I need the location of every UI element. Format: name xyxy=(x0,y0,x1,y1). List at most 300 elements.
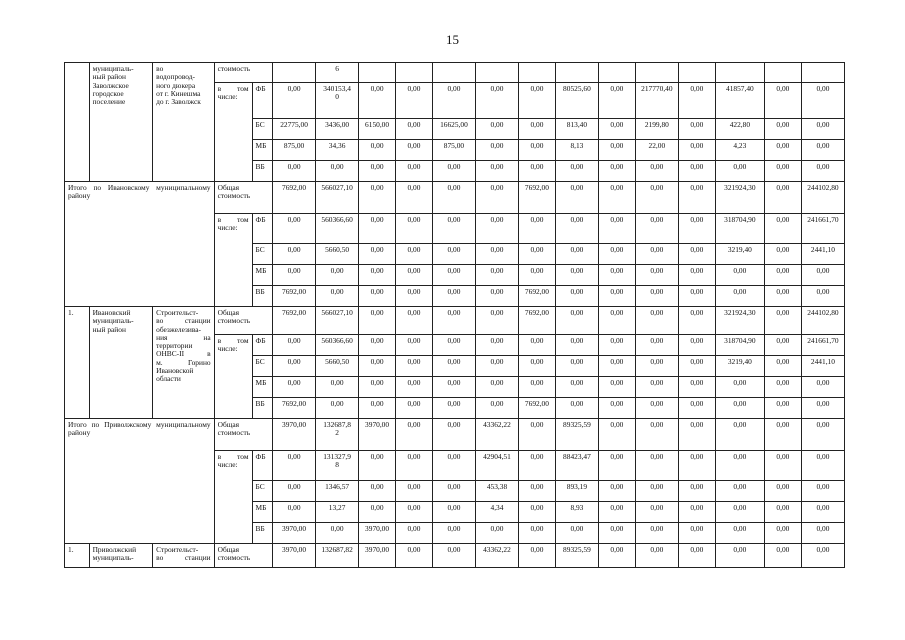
value-cell: 321924,30 xyxy=(715,307,764,335)
value-cell: 0,00 xyxy=(598,265,635,286)
value-cell: 0,00 xyxy=(764,244,801,265)
value-cell: 0,00 xyxy=(764,523,801,544)
value-cell: 0,00 xyxy=(396,307,433,335)
value-cell: 0,00 xyxy=(764,214,801,244)
value-cell: 0,00 xyxy=(316,398,359,419)
value-cell: 0,00 xyxy=(598,451,635,481)
value-cell: 0,00 xyxy=(555,182,598,214)
value-cell: 0,00 xyxy=(764,140,801,161)
value-cell: 0,00 xyxy=(519,544,556,568)
value-cell: 0,00 xyxy=(555,161,598,182)
value-cell: 0,00 xyxy=(432,451,475,481)
value-cell: 0,00 xyxy=(432,502,475,523)
value-cell: 0,00 xyxy=(316,161,359,182)
value-cell: 0,00 xyxy=(635,307,678,335)
value-cell: 0,00 xyxy=(519,244,556,265)
value-cell: 0,00 xyxy=(432,398,475,419)
total-title-cell: Итого по Приволжскому муниципальному району xyxy=(65,419,215,544)
value-cell xyxy=(396,63,433,83)
value-cell: 0,00 xyxy=(764,119,801,140)
value-cell: 0,00 xyxy=(359,335,396,356)
value-cell: 7692,00 xyxy=(519,307,556,335)
value-cell: 3219,40 xyxy=(715,244,764,265)
incl-label-cell: в том числе: xyxy=(214,451,252,544)
source-cell: БС xyxy=(252,481,273,502)
value-cell: 0,00 xyxy=(475,140,518,161)
value-cell: 0,00 xyxy=(273,451,316,481)
table-row xyxy=(65,182,845,214)
value-cell: 22775,00 xyxy=(273,119,316,140)
value-cell: 0,00 xyxy=(359,398,396,419)
value-cell: 0,00 xyxy=(555,286,598,307)
value-cell: 0,00 xyxy=(475,244,518,265)
value-cell: 0,00 xyxy=(764,544,801,568)
row-number-cell: 1. xyxy=(65,307,90,419)
value-cell xyxy=(715,63,764,83)
value-cell: 0,00 xyxy=(396,182,433,214)
value-cell: 0,00 xyxy=(432,523,475,544)
value-cell: 0,00 xyxy=(678,161,715,182)
source-cell: ВБ xyxy=(252,523,273,544)
value-cell: 0,00 xyxy=(635,419,678,451)
value-cell: 453,38 xyxy=(475,481,518,502)
value-cell: 0,00 xyxy=(635,523,678,544)
value-cell: 0,00 xyxy=(635,377,678,398)
value-cell: 0,00 xyxy=(598,214,635,244)
value-cell: 241661,70 xyxy=(801,214,844,244)
value-cell: 0,00 xyxy=(273,265,316,286)
value-cell: 0,00 xyxy=(475,286,518,307)
value-cell: 0,00 xyxy=(519,214,556,244)
total-label-cell: Общая стоимость xyxy=(214,307,272,335)
value-cell: 0,00 xyxy=(678,307,715,335)
value-cell: 0,00 xyxy=(359,182,396,214)
source-cell: БС xyxy=(252,244,273,265)
value-cell: 0,00 xyxy=(359,83,396,119)
row-number-cell: 1. xyxy=(65,544,90,568)
value-cell: 3970,00 xyxy=(359,419,396,451)
value-cell: 0,00 xyxy=(635,182,678,214)
value-cell: 0,00 xyxy=(801,119,844,140)
value-cell: 0,00 xyxy=(635,451,678,481)
value-cell: 0,00 xyxy=(764,265,801,286)
value-cell: 0,00 xyxy=(801,286,844,307)
value-cell: 8,13 xyxy=(555,140,598,161)
cost-label-cell: стоимость xyxy=(214,63,272,83)
value-cell: 0,00 xyxy=(801,419,844,451)
value-cell: 0,00 xyxy=(519,119,556,140)
value-cell: 0,00 xyxy=(764,307,801,335)
value-cell: 0,00 xyxy=(555,335,598,356)
value-cell xyxy=(598,63,635,83)
value-cell: 0,00 xyxy=(764,398,801,419)
value-cell: 0,00 xyxy=(475,161,518,182)
value-cell: 89325,59 xyxy=(555,419,598,451)
value-cell: 0,00 xyxy=(432,356,475,377)
value-cell: 0,00 xyxy=(432,182,475,214)
source-cell: ВБ xyxy=(252,161,273,182)
value-cell: 0,00 xyxy=(396,481,433,502)
value-cell: 0,00 xyxy=(635,502,678,523)
value-cell: 0,00 xyxy=(396,419,433,451)
value-cell: 0,00 xyxy=(598,161,635,182)
value-cell: 0,00 xyxy=(475,119,518,140)
value-cell: 0,00 xyxy=(678,419,715,451)
value-cell: 217770,40 xyxy=(635,83,678,119)
value-cell: 0,00 xyxy=(519,335,556,356)
object-cell: Строительст- во станции xyxy=(153,544,214,568)
value-cell: 0,00 xyxy=(396,356,433,377)
value-cell: 0,00 xyxy=(598,419,635,451)
source-cell: ФБ xyxy=(252,335,273,356)
value-cell: 0,00 xyxy=(359,356,396,377)
value-cell: 132687,82 xyxy=(316,544,359,568)
value-cell xyxy=(801,63,844,83)
value-cell: 0,00 xyxy=(432,83,475,119)
value-cell: 0,00 xyxy=(359,307,396,335)
value-cell: 0,00 xyxy=(359,377,396,398)
value-cell: 0,00 xyxy=(715,502,764,523)
value-cell: 0,00 xyxy=(396,119,433,140)
value-cell: 0,00 xyxy=(764,83,801,119)
value-cell: 0,00 xyxy=(475,83,518,119)
value-cell: 0,00 xyxy=(359,502,396,523)
value-cell: 0,00 xyxy=(273,161,316,182)
value-cell: 0,00 xyxy=(678,140,715,161)
value-cell: 0,00 xyxy=(396,161,433,182)
source-cell: ВБ xyxy=(252,286,273,307)
value-cell: 0,00 xyxy=(764,451,801,481)
value-cell: 0,00 xyxy=(519,451,556,481)
value-cell: 1346,57 xyxy=(316,481,359,502)
value-cell: 566027,10 xyxy=(316,307,359,335)
value-cell: 0,00 xyxy=(764,481,801,502)
value-cell: 5660,50 xyxy=(316,244,359,265)
value-cell: 6 xyxy=(316,63,359,83)
value-cell: 0,00 xyxy=(475,356,518,377)
value-cell: 0,00 xyxy=(801,481,844,502)
district-cell: Приволжский муниципаль- xyxy=(89,544,153,568)
value-cell: 0,00 xyxy=(396,286,433,307)
value-cell: 0,00 xyxy=(678,214,715,244)
value-cell: 0,00 xyxy=(715,265,764,286)
value-cell: 0,00 xyxy=(432,244,475,265)
value-cell: 0,00 xyxy=(801,83,844,119)
value-cell: 0,00 xyxy=(273,83,316,119)
value-cell: 7692,00 xyxy=(519,398,556,419)
table-row xyxy=(65,63,845,83)
value-cell: 566027,10 xyxy=(316,182,359,214)
value-cell: 0,00 xyxy=(598,398,635,419)
value-cell xyxy=(359,63,396,83)
value-cell: 0,00 xyxy=(519,523,556,544)
value-cell: 16625,00 xyxy=(432,119,475,140)
value-cell: 88423,47 xyxy=(555,451,598,481)
value-cell: 7692,00 xyxy=(519,182,556,214)
value-cell: 3436,00 xyxy=(316,119,359,140)
value-cell: 0,00 xyxy=(635,286,678,307)
value-cell: 0,00 xyxy=(598,523,635,544)
incl-label-cell: в том числе: xyxy=(214,83,252,182)
source-cell: МБ xyxy=(252,140,273,161)
value-cell: 0,00 xyxy=(475,265,518,286)
value-cell xyxy=(764,63,801,83)
value-cell: 0,00 xyxy=(635,398,678,419)
value-cell: 3970,00 xyxy=(273,523,316,544)
value-cell: 0,00 xyxy=(801,265,844,286)
value-cell: 7692,00 xyxy=(273,286,316,307)
value-cell: 0,00 xyxy=(432,214,475,244)
value-cell: 0,00 xyxy=(475,335,518,356)
value-cell: 0,00 xyxy=(432,419,475,451)
value-cell: 0,00 xyxy=(764,377,801,398)
value-cell: 80525,60 xyxy=(555,83,598,119)
value-cell: 3219,40 xyxy=(715,356,764,377)
value-cell: 0,00 xyxy=(678,182,715,214)
value-cell: 0,00 xyxy=(475,182,518,214)
value-cell: 0,00 xyxy=(396,502,433,523)
source-cell: ФБ xyxy=(252,83,273,119)
value-cell: 0,00 xyxy=(598,481,635,502)
value-cell: 0,00 xyxy=(519,265,556,286)
value-cell: 0,00 xyxy=(715,523,764,544)
value-cell: 0,00 xyxy=(396,265,433,286)
value-cell: 422,80 xyxy=(715,119,764,140)
total-title-cell: Итого по Ивановскому муниципальному району xyxy=(65,182,215,307)
value-cell: 0,00 xyxy=(432,481,475,502)
value-cell: 0,00 xyxy=(598,119,635,140)
value-cell: 0,00 xyxy=(635,335,678,356)
value-cell: 0,00 xyxy=(432,544,475,568)
value-cell: 340153,4 0 xyxy=(316,83,359,119)
value-cell xyxy=(273,63,316,83)
value-cell: 0,00 xyxy=(396,544,433,568)
district-cell: Ивановский муниципаль- ный район xyxy=(89,307,153,419)
value-cell: 0,00 xyxy=(598,244,635,265)
value-cell: 0,00 xyxy=(678,119,715,140)
value-cell: 0,00 xyxy=(273,481,316,502)
value-cell: 0,00 xyxy=(396,377,433,398)
value-cell: 0,00 xyxy=(598,356,635,377)
budget-table xyxy=(64,62,845,568)
value-cell: 0,00 xyxy=(475,377,518,398)
value-cell xyxy=(432,63,475,83)
value-cell: 7692,00 xyxy=(273,182,316,214)
value-cell: 0,00 xyxy=(678,544,715,568)
value-cell xyxy=(475,63,518,83)
value-cell: 0,00 xyxy=(678,335,715,356)
value-cell: 0,00 xyxy=(396,451,433,481)
value-cell: 0,00 xyxy=(316,523,359,544)
value-cell: 0,00 xyxy=(598,335,635,356)
value-cell: 0,00 xyxy=(432,265,475,286)
value-cell: 4,34 xyxy=(475,502,518,523)
object-cell: Строительст- во станции обезжелезива- ния на территории ОНВС-II в м. Горино Ивановской области xyxy=(153,307,214,419)
value-cell: 0,00 xyxy=(635,265,678,286)
value-cell: 0,00 xyxy=(555,307,598,335)
value-cell: 0,00 xyxy=(555,377,598,398)
value-cell: 0,00 xyxy=(273,377,316,398)
value-cell: 0,00 xyxy=(598,307,635,335)
value-cell: 0,00 xyxy=(273,335,316,356)
value-cell: 0,00 xyxy=(678,502,715,523)
source-cell: БС xyxy=(252,119,273,140)
table-row xyxy=(65,419,845,451)
value-cell: 0,00 xyxy=(598,377,635,398)
value-cell: 241661,70 xyxy=(801,335,844,356)
value-cell: 0,00 xyxy=(519,502,556,523)
value-cell: 0,00 xyxy=(678,398,715,419)
value-cell: 0,00 xyxy=(678,523,715,544)
value-cell: 0,00 xyxy=(475,398,518,419)
value-cell: 0,00 xyxy=(764,161,801,182)
total-label-cell: Общая стоимость xyxy=(214,419,272,451)
table-row xyxy=(65,307,845,335)
value-cell: 0,00 xyxy=(316,286,359,307)
value-cell: 0,00 xyxy=(678,286,715,307)
value-cell: 0,00 xyxy=(764,335,801,356)
value-cell: 0,00 xyxy=(396,244,433,265)
value-cell: 0,00 xyxy=(432,161,475,182)
value-cell: 3970,00 xyxy=(273,419,316,451)
value-cell: 0,00 xyxy=(801,398,844,419)
value-cell: 0,00 xyxy=(764,502,801,523)
value-cell: 0,00 xyxy=(359,214,396,244)
value-cell xyxy=(678,63,715,83)
value-cell: 0,00 xyxy=(598,182,635,214)
value-cell: 0,00 xyxy=(715,286,764,307)
value-cell: 2441,10 xyxy=(801,356,844,377)
value-cell: 560366,60 xyxy=(316,214,359,244)
value-cell: 560366,60 xyxy=(316,335,359,356)
value-cell: 2441,10 xyxy=(801,244,844,265)
value-cell: 0,00 xyxy=(273,214,316,244)
value-cell: 0,00 xyxy=(635,161,678,182)
table-row xyxy=(65,544,845,568)
value-cell: 0,00 xyxy=(555,523,598,544)
value-cell: 244102,80 xyxy=(801,307,844,335)
value-cell: 0,00 xyxy=(555,244,598,265)
value-cell: 0,00 xyxy=(801,161,844,182)
value-cell: 875,00 xyxy=(273,140,316,161)
source-cell: ФБ xyxy=(252,214,273,244)
value-cell: 131327,9 8 xyxy=(316,451,359,481)
value-cell: 43362,22 xyxy=(475,419,518,451)
value-cell: 0,00 xyxy=(519,377,556,398)
value-cell: 0,00 xyxy=(555,398,598,419)
row-number-cell xyxy=(65,63,90,182)
value-cell: 318704,90 xyxy=(715,214,764,244)
value-cell: 813,40 xyxy=(555,119,598,140)
value-cell: 0,00 xyxy=(396,83,433,119)
incl-label-cell: в том числе: xyxy=(214,214,252,307)
value-cell: 0,00 xyxy=(396,398,433,419)
value-cell xyxy=(555,63,598,83)
value-cell: 0,00 xyxy=(396,335,433,356)
value-cell: 3970,00 xyxy=(359,544,396,568)
value-cell: 0,00 xyxy=(359,451,396,481)
value-cell: 8,93 xyxy=(555,502,598,523)
value-cell: 893,19 xyxy=(555,481,598,502)
value-cell: 0,00 xyxy=(678,377,715,398)
value-cell: 0,00 xyxy=(359,286,396,307)
value-cell: 0,00 xyxy=(519,140,556,161)
value-cell: 0,00 xyxy=(715,377,764,398)
value-cell: 0,00 xyxy=(764,419,801,451)
value-cell: 22,00 xyxy=(635,140,678,161)
value-cell: 3970,00 xyxy=(273,544,316,568)
value-cell: 0,00 xyxy=(715,419,764,451)
value-cell: 4,23 xyxy=(715,140,764,161)
value-cell: 0,00 xyxy=(432,286,475,307)
value-cell: 3970,00 xyxy=(359,523,396,544)
value-cell: 0,00 xyxy=(555,356,598,377)
value-cell: 41857,40 xyxy=(715,83,764,119)
value-cell: 0,00 xyxy=(432,307,475,335)
object-cell: во водопровод- ного дюкера от г. Кинешма до г. Заволжск xyxy=(153,63,214,182)
value-cell: 0,00 xyxy=(715,544,764,568)
value-cell: 7692,00 xyxy=(273,307,316,335)
district-cell: муниципаль- ный район Заволжское городское поселение xyxy=(89,63,153,182)
value-cell: 0,00 xyxy=(764,356,801,377)
value-cell: 0,00 xyxy=(396,523,433,544)
value-cell: 0,00 xyxy=(598,83,635,119)
value-cell: 244102,80 xyxy=(801,182,844,214)
value-cell: 0,00 xyxy=(635,244,678,265)
value-cell: 7692,00 xyxy=(273,398,316,419)
value-cell: 0,00 xyxy=(678,451,715,481)
value-cell: 0,00 xyxy=(598,502,635,523)
value-cell: 132687,8 2 xyxy=(316,419,359,451)
source-cell: ВБ xyxy=(252,398,273,419)
value-cell: 0,00 xyxy=(801,523,844,544)
value-cell: 0,00 xyxy=(519,161,556,182)
source-cell: БС xyxy=(252,356,273,377)
value-cell: 0,00 xyxy=(801,451,844,481)
value-cell: 0,00 xyxy=(801,502,844,523)
value-cell: 42904,51 xyxy=(475,451,518,481)
value-cell: 0,00 xyxy=(519,481,556,502)
value-cell: 2199,80 xyxy=(635,119,678,140)
value-cell: 0,00 xyxy=(715,451,764,481)
value-cell xyxy=(635,63,678,83)
value-cell: 0,00 xyxy=(432,335,475,356)
source-cell: МБ xyxy=(252,377,273,398)
total-label-cell: Общая стоимость xyxy=(214,182,272,214)
value-cell: 318704,90 xyxy=(715,335,764,356)
value-cell: 0,00 xyxy=(598,140,635,161)
value-cell: 875,00 xyxy=(432,140,475,161)
value-cell: 0,00 xyxy=(396,140,433,161)
value-cell: 0,00 xyxy=(359,481,396,502)
value-cell: 0,00 xyxy=(715,398,764,419)
value-cell: 13,27 xyxy=(316,502,359,523)
source-cell: МБ xyxy=(252,502,273,523)
value-cell: 0,00 xyxy=(475,214,518,244)
value-cell: 0,00 xyxy=(359,244,396,265)
value-cell: 5660,50 xyxy=(316,356,359,377)
value-cell xyxy=(519,63,556,83)
incl-label-cell: в том числе: xyxy=(214,335,252,419)
value-cell: 0,00 xyxy=(764,286,801,307)
value-cell: 6150,00 xyxy=(359,119,396,140)
value-cell: 0,00 xyxy=(316,265,359,286)
value-cell: 0,00 xyxy=(635,544,678,568)
value-cell: 0,00 xyxy=(432,377,475,398)
value-cell: 0,00 xyxy=(598,286,635,307)
value-cell: 0,00 xyxy=(359,265,396,286)
value-cell: 0,00 xyxy=(555,214,598,244)
